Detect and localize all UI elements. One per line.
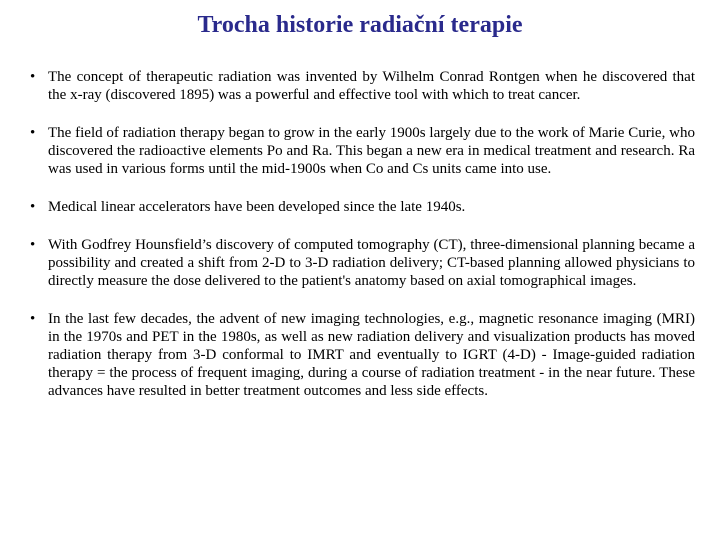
bullet-item: [30, 310, 695, 400]
bullet-text: In the last few decades, the advent of new imaging technologies, e.g., magnetic resonance imaging (MRI) in the 1970s and PET in the 1980s, as well as new radiation delivery and visualization products has moved radiation therapy from 3-D conformal to IMRT and eventually to IGRT (4-D) - Image-guided radiation therapy = the process of frequent imaging, during a course of radiation treatment - in the near future. These advances have resulted in better treatment outcomes and less side effects.: [48, 311, 695, 399]
bullet-item: [30, 124, 695, 178]
bullet-icon: •: [30, 125, 36, 141]
bullet-icon: •: [30, 199, 36, 215]
bullet-text: The field of radiation therapy began to grow in the early 1900s largely due to the work of Marie Curie, who discovered the radioactive elements Po and Ra. This began a new era in medical treatment and research. Ra was used in various forms until the mid-1900s when Co and Cs units came into use.: [48, 125, 695, 177]
slide-title: Trocha historie radiační terapie: [197, 12, 523, 38]
bullet-text: The concept of therapeutic radiation was invented by Wilhelm Conrad Rontgen when he discovered that the x-ray (discovered 1895) was a powerful and effective tool with which to treat cancer.: [48, 69, 695, 103]
bullet-item: [30, 236, 695, 290]
bullet-icon: •: [30, 311, 36, 327]
bullet-item: [30, 68, 695, 104]
bullet-list: [30, 68, 695, 420]
bullet-icon: •: [30, 69, 36, 85]
bullet-icon: •: [30, 237, 36, 253]
bullet-text: Medical linear accelerators have been developed since the late 1940s.: [48, 199, 466, 215]
bullet-item: [30, 198, 695, 216]
bullet-text: With Godfrey Hounsfield’s discovery of computed tomography (CT), three-dimensional planning became a possibility and created a shift from 2-D to 3-D radiation delivery; CT-based planning allowed physicians to directly measure the dose delivered to the patient's anatomy based on axial tomographical images.: [48, 237, 695, 289]
